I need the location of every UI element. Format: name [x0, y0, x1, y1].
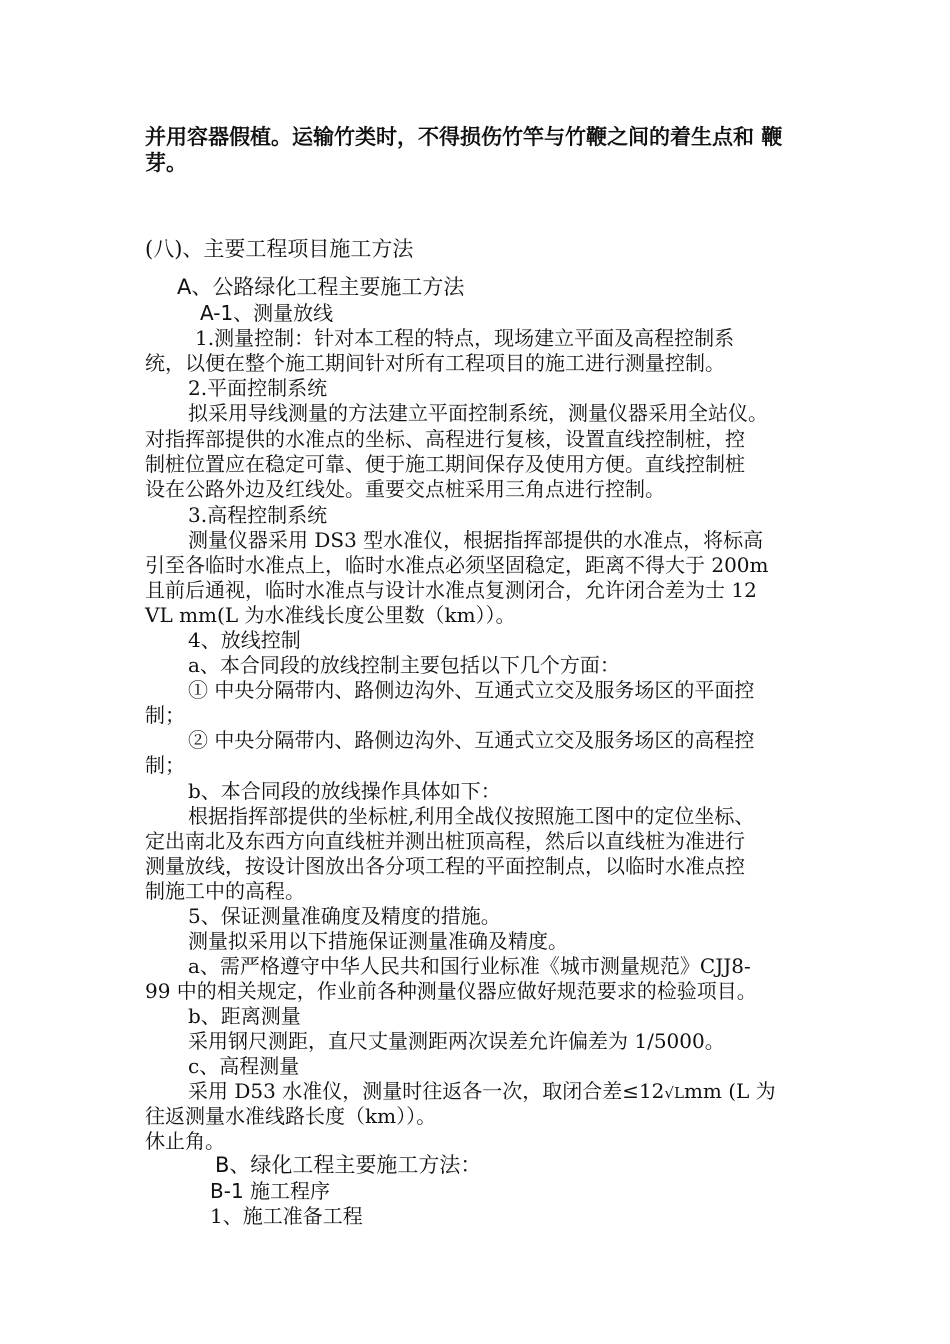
layout-control-item-1-line-1: ① 中央分隔带内、路侧边沟外、互通式立交及服务场区的平面控 [188, 678, 755, 702]
accuracy-intro: 测量拟采用以下措施保证测量准确及精度。 [188, 929, 568, 953]
sqrt-l-symbol: √L [664, 1084, 684, 1102]
section-heading: (八)、主要工程项目施工方法 [145, 237, 414, 261]
layout-control-b-line-1: 根据指挥部提供的坐标桩,利用全战仪按照施工图中的定位坐标、 [188, 804, 755, 828]
accuracy-heading: 5、保证测量准确度及精度的措施。 [188, 904, 501, 928]
distance-measurement-text: 采用钢尺测距，直尺丈量测距两次误差允许偏差为 1/5000。 [188, 1029, 725, 1053]
part-a-subtitle: A-1、测量放线 [200, 301, 334, 325]
elevation-control-line-1: 测量仪器采用 DS3 型水准仪，根据指挥部提供的水准点，将标高 [188, 528, 764, 552]
elevation-control-line-4: VL mm(L 为水准线长度公里数（km））。 [145, 603, 516, 627]
layout-control-heading: 4、放线控制 [188, 628, 301, 652]
layout-control-item-2-line-1: ② 中央分隔带内、路侧边沟外、互通式立交及服务场区的高程控 [188, 728, 755, 752]
elevation-control-heading: 3.高程控制系统 [188, 503, 328, 527]
distance-measurement-heading: b、距离测量 [188, 1004, 301, 1028]
elevation-control-line-3: 且前后通视，临时水准点与设计水准点复测闭合，允许闭合差为士 12 [145, 578, 757, 602]
elevation-control-line-2: 引至各临时水准点上，临时水准点必须坚固稳定，距离不得大于 200m [145, 553, 769, 577]
plane-control-line-3: 制桩位置应在稳定可靠、便于施工期间保存及使用方便。直线控制桩 [145, 452, 745, 476]
plane-control-line-2: 对指挥部提供的水准点的坐标、高程进行复核，设置直线控制桩，控 [145, 427, 745, 451]
layout-control-b-line-4: 制施工中的高程。 [145, 879, 305, 903]
elevation-measurement-text-post: mm (L 为 [683, 1079, 776, 1103]
layout-control-b-heading: b、本合同段的放线操作具体如下： [188, 779, 501, 803]
elevation-measurement-heading: c、高程测量 [188, 1054, 300, 1078]
part-b-subtitle: B-1 施工程序 [210, 1179, 331, 1203]
accuracy-a-line-1: a、需严格遵守中华人民共和国行业标准《城市测量规范》CJJ8- [188, 954, 751, 978]
plane-control-line-4: 设在公路外边及红线处。重要交点桩采用三角点进行控制。 [145, 477, 665, 501]
layout-control-b-line-2: 定出南北及东西方向直线桩并测出桩顶高程，然后以直线桩为准进行 [145, 829, 745, 853]
part-b-title: B、绿化工程主要施工方法： [215, 1153, 482, 1177]
plane-control-line-1: 拟采用导线测量的方法建立平面控制系统，测量仪器采用全站仪。 [188, 401, 768, 425]
layout-control-item-1-line-2: 制； [145, 703, 185, 727]
intro-line-1: 并用容器假植。运输竹类时，不得损伤竹竿与竹鞭之间的着生点和 鞭 [145, 125, 783, 149]
part-a-title: A、公路绿化工程主要施工方法 [177, 275, 465, 299]
elevation-measurement-text-pre: 采用 D53 水准仪，测量时往返各一次，取闭合差≤12 [188, 1079, 665, 1103]
layout-control-item-2-line-2: 制； [145, 753, 185, 777]
layout-control-a-heading: a、本合同段的放线控制主要包括以下几个方面： [188, 653, 620, 677]
accuracy-a-line-2: 99 中的相关规定，作业前各种测量仪器应做好规范要求的检验项目。 [145, 979, 757, 1003]
measurement-control-line-2: 统，以便在整个施工期间针对所有工程项目的施工进行测量控制。 [145, 351, 725, 375]
measurement-control-line-1: 1.测量控制：针对本工程的特点，现场建立平面及高程控制系 [195, 326, 735, 350]
elevation-measurement-line-1 [188, 1078, 776, 1106]
layout-control-b-line-3: 测量放线，按设计图放出各分项工程的平面控制点，以临时水准点控 [145, 854, 745, 878]
plane-control-heading: 2.平面控制系统 [188, 376, 328, 400]
elevation-measurement-line-2: 往返测量水准线路长度（km））。 [145, 1104, 437, 1128]
intro-line-2: 芽。 [145, 151, 187, 175]
elevation-measurement-line-3: 休止角。 [145, 1129, 225, 1153]
part-b-item-1: 1、施工准备工程 [210, 1204, 363, 1228]
